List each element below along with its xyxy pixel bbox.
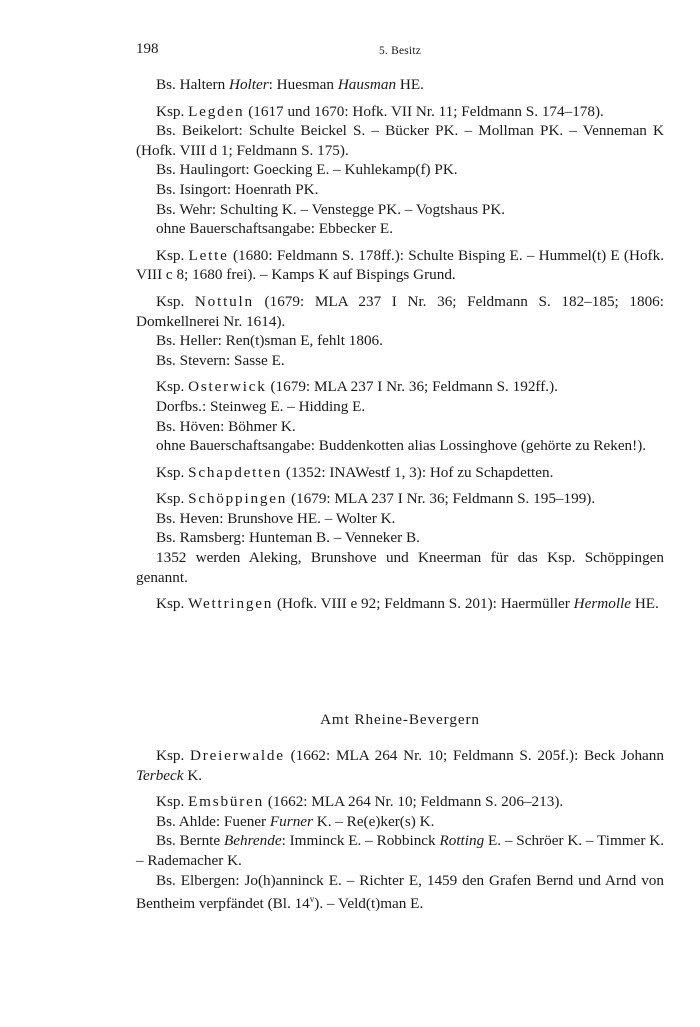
text-run: Ksp. <box>156 378 189 396</box>
paragraph <box>136 246 664 285</box>
text-body-continued <box>136 746 664 914</box>
parish-name: Nottuln <box>194 292 254 310</box>
text-run: Ksp. <box>156 595 189 613</box>
paragraph <box>136 489 664 509</box>
parish-name: Schöppingen <box>188 490 288 508</box>
paragraph <box>136 121 664 160</box>
paragraph <box>136 160 664 180</box>
text-run: HE. <box>396 76 424 93</box>
parish-name: Osterwick <box>188 378 267 396</box>
text-run: (1662: MLA 264 Nr. 10; Feldmann S. 205f.): Beck Johann <box>284 747 664 764</box>
text-run: Bs. Haulingort: Goecking E. – Kuhlekamp(f) PK. <box>156 161 458 179</box>
text-run: Bs. Haltern <box>156 76 229 93</box>
text-run: (Hofk. VIII e 92; Feldmann S. 201): Haermüller <box>273 595 574 613</box>
parish-name: Wettringen <box>188 595 274 613</box>
italic-variant: Rotting <box>439 832 485 850</box>
text-run: ). – Veld(t)man E. <box>314 895 424 913</box>
italic-variant: Behrende <box>223 832 282 850</box>
text-run: Ksp. <box>156 793 189 811</box>
parish-name: Emsbüren <box>188 793 265 811</box>
section-heading: Amt Rheine-Bevergern <box>320 711 480 728</box>
text-run: Bs. Ahlde: Fuener <box>156 812 270 830</box>
paragraph <box>136 528 664 548</box>
paragraph <box>136 377 664 397</box>
italic-variant: Hermolle <box>573 595 632 613</box>
text-run: HE. <box>631 595 659 613</box>
text-run: Bs. Isingort: Hoenrath PK. <box>156 180 319 198</box>
paragraph <box>136 831 664 870</box>
text-run: : Imminck E. – Robbinck <box>281 832 440 850</box>
text-run: Ksp. <box>156 463 189 481</box>
text-run: (1679: MLA 237 I Nr. 36; Feldmann S. 192ff.). <box>266 378 558 396</box>
paragraph <box>136 594 664 614</box>
paragraph <box>136 200 664 220</box>
text-run: Bs. Wehr: Schulting K. – Venstegge PK. – Vogtshaus PK. <box>156 200 506 218</box>
paragraph <box>136 871 664 914</box>
paragraph <box>136 509 664 529</box>
text-run: K. – Re(e)ker(s) K. <box>312 812 435 830</box>
paragraph <box>136 436 664 456</box>
paragraph <box>136 746 664 785</box>
text-run: Ksp. <box>156 102 189 120</box>
text-run: Bs. Elbergen: Jo(h)anninck E. – Richter E, 1459 den Grafen Bernd und Arnd von Bentheim verpfändet (Bl. 14 <box>136 871 664 913</box>
paragraph <box>136 463 664 483</box>
italic-variant: Holter <box>228 76 269 93</box>
paragraph <box>136 417 664 437</box>
paragraph <box>136 219 664 239</box>
text-run: (1679: MLA 237 I Nr. 36; Feldmann S. 182–185; 1806: Domkellnerei Nr. 1614). <box>136 292 664 330</box>
running-head: 5. Besitz <box>378 45 422 57</box>
paragraph <box>136 792 664 812</box>
text-run: Ksp. <box>156 490 189 508</box>
text-run: : Huesman <box>268 76 338 93</box>
text-run: Bs. Stevern: Sasse E. <box>156 351 285 369</box>
text-run: (1352: INAWestf 1, 3): Hof zu Schapdetten. <box>282 463 554 481</box>
text-run: ohne Bauerschaftsangabe: Buddenkotten alias Lossinghove (gehörte zu Reken!). <box>156 437 647 455</box>
text-run: 1352 werden Aleking, Brunshove und Kneerman für das Ksp. Schöppingen genannt. <box>136 549 664 586</box>
paragraph <box>136 397 664 417</box>
paragraph <box>136 102 664 122</box>
text-body <box>136 75 664 614</box>
text-run: Ksp. <box>156 292 195 310</box>
text-run: Bs. Ramsberg: Hunteman B. – Venneker B. <box>156 529 420 547</box>
text-run: Bs. Heven: Brunshove HE. – Wolter K. <box>156 509 396 527</box>
parish-name: Schapdetten <box>188 463 283 481</box>
text-run: Bs. Heller: Ren(t)sman E, fehlt 1806. <box>156 332 383 350</box>
text-run: ohne Bauerschaftsangabe: Ebbecker E. <box>156 220 393 238</box>
parish-name: Dreierwalde <box>190 747 285 764</box>
paragraph <box>136 812 664 832</box>
paragraph <box>136 292 664 331</box>
text-run: Ksp. <box>156 747 190 764</box>
text-run: E. – Schröer K. – Timmer K. – Rademacher K. <box>136 832 665 869</box>
text-run: Dorfbs.: Steinweg E. – Hidding E. <box>156 397 366 415</box>
page-number: 198 <box>136 41 159 57</box>
text-run: (1680: Feldmann S. 178ff.): Schulte Bisping E. – Hummel(t) E (Hofk. VIII c 8; 1680 frei). – Kamps K auf Bispings Grund. <box>136 246 664 284</box>
italic-variant: Terbeck <box>136 766 184 784</box>
italic-variant: Furner <box>269 812 313 830</box>
text-run: Bs. Höven: Böhmer K. <box>156 417 296 435</box>
text-run: (1617 und 1670: Hofk. VII Nr. 11; Feldmann S. 174–178). <box>244 102 604 120</box>
text-run: Bs. Bernte <box>156 832 224 850</box>
paragraph <box>136 180 664 200</box>
parish-name: Legden <box>188 102 245 120</box>
parish-name: Lette <box>188 246 229 264</box>
paragraph <box>136 331 664 351</box>
text-run: (1662: MLA 264 Nr. 10; Feldmann S. 206–213). <box>264 793 564 811</box>
paragraph <box>136 548 664 587</box>
paragraph <box>136 351 664 371</box>
text-run: Bs. Beikelort: Schulte Beickel S. – Bücker PK. – Mollman PK. – Venneman K (Hofk. VIII d 1; Feldmann S. 175). <box>136 122 664 159</box>
page-header <box>136 40 664 62</box>
text-run: Ksp. <box>156 246 189 264</box>
text-run: (1679: MLA 237 I Nr. 36; Feldmann S. 195–199). <box>287 490 596 508</box>
text-run: K. <box>183 766 203 784</box>
superscript: v <box>309 894 315 905</box>
italic-variant: Hausman <box>337 76 397 93</box>
paragraph <box>136 75 664 95</box>
